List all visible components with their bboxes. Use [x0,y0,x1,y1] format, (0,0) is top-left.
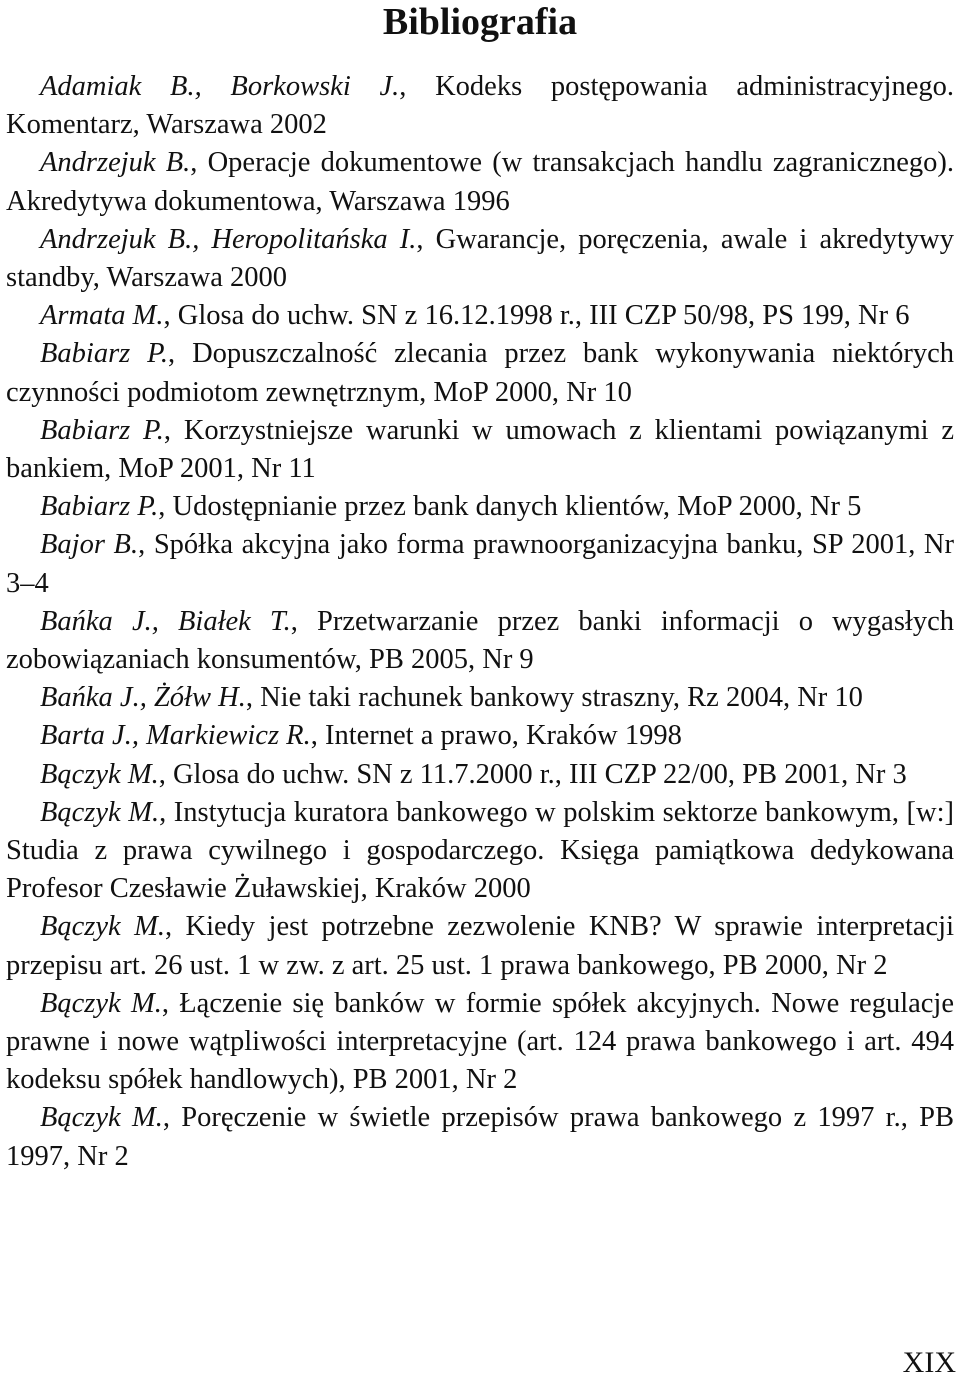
entry-author: Babiarz P. [40,414,164,446]
page-number: XIX [902,1346,956,1379]
entry-text: , Nie taki rachunek bankowy straszny, Rz 2004, Nr 10 [245,682,863,714]
bibliography-entry [6,526,954,602]
entry-author: Babiarz P. [40,338,169,370]
entry-author: Bajor B. [40,529,139,561]
bibliography-entry [6,488,954,526]
bibliography-entry [6,297,954,335]
bibliography-entry [6,68,954,144]
entry-text: , Internet a prawo, Kraków 1998 [310,720,682,752]
entry-author: Bączyk M. [40,796,160,828]
entry-author: Bączyk M. [40,1102,163,1134]
entry-author: Andrzejuk B., Heropolitańska I. [40,223,417,255]
entry-text: , Korzystniejsze warunki w umowach z klientami powiązanymi z bankiem, MoP 2001, Nr 11 [6,414,954,485]
entry-author: Babiarz P. [40,491,159,523]
entry-text: , Kodeks postępowania administracyjnego. Komentarz, Warszawa 2002 [6,71,954,141]
entry-author: Bączyk M. [40,758,159,790]
bibliography-entry [6,908,954,984]
entry-text: , Łączenie się banków w formie spółek akcyjnych. Nowe regulacje prawne i nowe wątpliwości interpretacyjne (art. 124 prawa bankowego i art. 494 kodeksu spółek handlowych), PB 2001, Nr 2 [6,987,954,1096]
entry-author: Bączyk M. [40,987,162,1019]
entry-text: , Przetwarzanie przez banki informacji o wygasłych zobowiązaniach konsumentów, PB 2005, Nr 9 [6,605,954,676]
bibliography-entry [6,1099,954,1175]
bibliography-entry [6,717,954,755]
entry-author: Andrzejuk B. [40,147,191,179]
entry-text: , Gwarancje, poręczenia, awale i akredytywy standby, Warszawa 2000 [6,223,954,294]
entry-text: , Dopuszczalność zlecania przez bank wykonywania niektórych czynności podmiotom zewnętrznym, MoP 2000, Nr 10 [6,338,954,408]
entry-text: , Instytucja kuratora bankowego w polskim sektorze bankowym, [w:] Studia z prawa cywilnego i gospodarczego. Księga pamiątkowa dedykowana Profesor Czesławie Żuławskiej, Kraków 2000 [6,796,954,905]
entry-author: Adamiak B., Borkowski J. [40,71,400,102]
entry-text: , Operacje dokumentowe (w transakcjach handlu zagranicznego). Akredytywa dokumentowa, Warszawa 1996 [6,147,955,217]
bibliography-entry [6,144,954,220]
entry-text: , Kiedy jest potrzebne zezwolenie KNB? W sprawie interpretacji przepisu art. 26 ust. 1 w zw. z art. 25 ust. 1 prawa bankowego, PB 2000, Nr 2 [6,911,954,981]
entry-author: Bączyk M. [40,911,165,943]
entry-author: Bańka J., Białek T. [40,605,291,637]
entry-text: , Spółka akcyjna jako forma prawnoorganizacyjna banku, SP 2001, Nr 3–4 [6,529,955,599]
bibliography-entry [6,679,954,717]
entry-text: , Glosa do uchw. SN z 11.7.2000 r., III CZP 22/00, PB 2001, Nr 3 [158,758,907,790]
entry-author: Bańka J., Żółw H. [40,682,246,714]
bibliography-entry [6,756,954,794]
bibliography-entry [6,794,954,909]
entry-text: , Glosa do uchw. SN z 16.12.1998 r., III CZP 50/98, PS 199, Nr 6 [163,300,910,332]
entry-text: , Udostępnianie przez bank danych klientów, MoP 2000, Nr 5 [158,491,862,523]
bibliography-entry [6,335,954,411]
bibliography-entry [6,221,954,297]
bibliography-list [6,68,954,1176]
entry-text: , Poręczenie w świetle przepisów prawa bankowego z 1997 r., PB 1997, Nr 2 [6,1102,954,1172]
bibliography-entry [6,412,954,488]
bibliography-entry [6,985,954,1100]
bibliography-entry [6,603,954,679]
page-title: Bibliografia [382,1,578,43]
entry-author: Armata M. [40,300,164,332]
entry-author: Barta J., Markiewicz R. [40,720,311,752]
